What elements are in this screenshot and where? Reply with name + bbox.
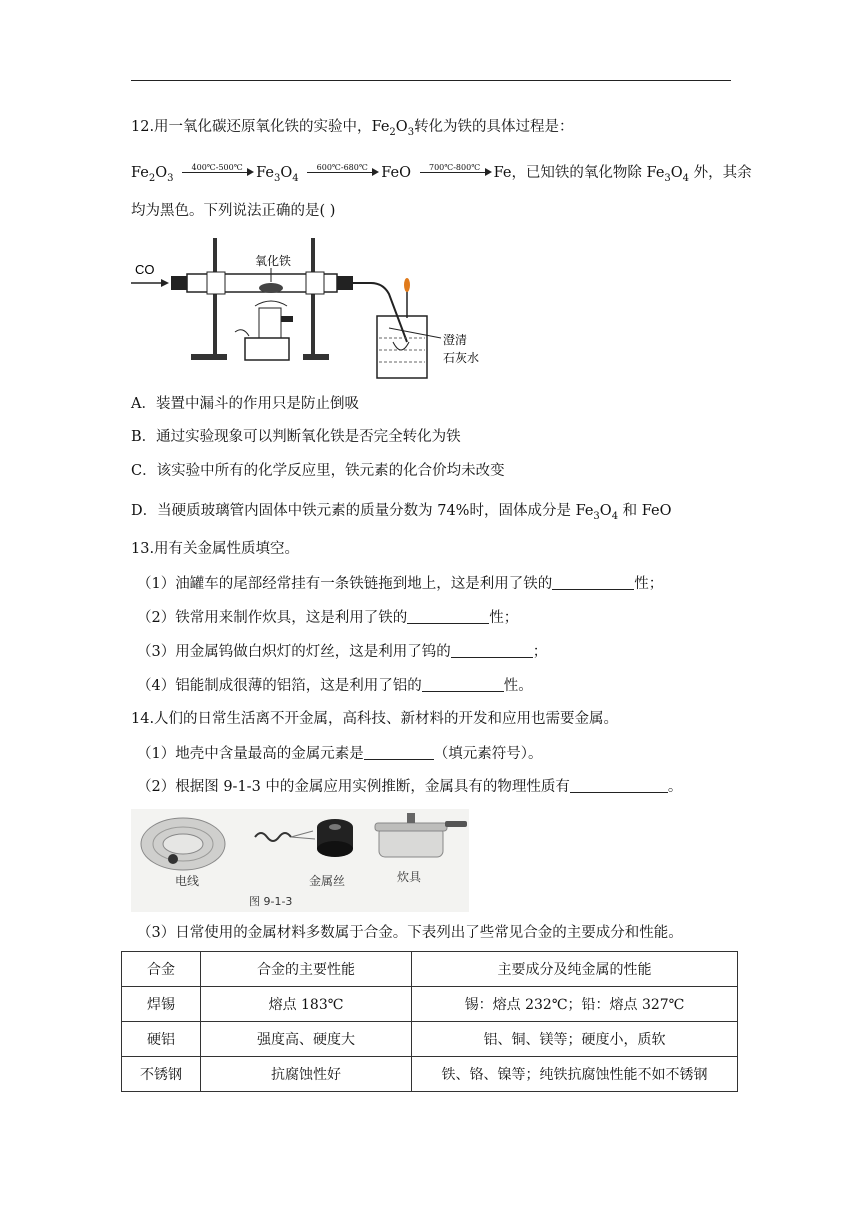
chain-o: O [155,165,168,181]
table-row [122,987,738,1022]
q14-stem: 14.人们的日常生活离不开金属，高科技、新材料的开发和应用也需要金属。 [131,711,619,727]
q13-item-1-text: （1）油罐车的尾部经常挂有一条铁链拖到地上，这是利用了铁的 [137,576,553,592]
chain-sub: 4 [292,173,299,184]
answer-blank[interactable] [364,745,434,760]
q13-item-2-text: （2）铁常用来制作炊具，这是利用了铁的 [137,610,408,626]
q14-item-1 [137,744,542,764]
q12-stem-text: 12.用一氧化碳还原氧化铁的实验中， [131,119,372,135]
table-cell: 铁、铬、镍等；纯铁抗腐蚀性能不如不锈钢 [412,1057,738,1092]
q13-item-3-text: （3）用金属钨做白炽灯的灯丝，这是利用了钨的 [137,644,451,660]
reaction-arrow-1 [180,162,254,180]
answer-blank[interactable] [451,643,533,658]
chain-sub: 2 [148,173,156,184]
q13-item-3 [137,642,547,662]
alloy-table [121,951,738,1092]
photo-drawing [131,809,469,912]
oxide-label: 氧化铁 [255,254,292,268]
q12-reaction-chain [131,162,752,189]
q12-stem-sub-2: 2 [389,127,396,138]
answer-blank[interactable] [570,778,668,793]
q14-item-1-text: （1）地壳中含量最高的金属元素是 [137,746,364,762]
condition-1: 400℃-500℃ [191,163,243,172]
chain-fe2o3: Fe [131,165,149,181]
table-cell: 铝、铜、镁等；硬度小，质软 [412,1022,738,1057]
apparatus-figure [131,238,480,383]
q12-stem-tail: 转化为铁的具体过程是： [414,119,574,135]
apparatus-diagram [131,238,480,383]
table-cell: 锡：熔点 232℃；铅：熔点 327℃ [412,987,738,1022]
q12-stem-o: O [395,119,408,135]
table-cell: 焊锡 [122,987,201,1022]
limewater-label-1: 澄清 [443,333,468,347]
q13-item-4-post: 性。 [503,678,533,694]
reaction-arrow-2 [305,162,379,180]
metal-applications-photo [131,809,469,912]
table-cell: 硬铝 [122,1022,201,1057]
q14-item-2-post: 。 [667,779,683,795]
chain-fe: Fe [493,165,512,181]
chain-tail: ，已知铁的氧化物除 Fe [511,165,665,181]
limewater-label-2: 石灰水 [443,351,480,365]
q14-item-2 [137,777,682,797]
table-row [122,1057,738,1092]
condition-2: 600℃-680℃ [316,163,368,172]
header-rule [131,80,731,81]
table-header: 主要成分及纯金属的性能 [412,952,738,987]
table-cell: 熔点 183℃ [201,987,412,1022]
table-header: 合金 [122,952,201,987]
chain-sub: 4 [682,173,690,184]
chain-feo: FeO [381,165,411,181]
reaction-arrow-3 [418,162,492,180]
q13-item-4 [137,676,533,696]
chain-tail-end: 外，其余 [689,165,752,181]
chain-o: O [280,165,293,181]
q13-item-2-post: 性； [489,610,519,626]
co-label: CO [135,262,155,277]
figure-number: 图 9-1-3 [249,895,293,908]
q14-item-1-post: （填元素符号）。 [433,746,543,762]
table-header-row [122,952,738,987]
answer-blank[interactable] [422,677,504,692]
table-cell: 抗腐蚀性好 [201,1057,412,1092]
q14-item-3: （3）日常使用的金属材料多数属于合金。下表列出了些常见合金的主要成分和性能。 [137,925,683,941]
condition-3: 700℃-800℃ [429,163,481,172]
q14-item-2-text: （2）根据图 9-1-3 中的金属应用实例推断，金属具有的物理性质有 [137,779,570,795]
q12-stem-sub-3: 3 [407,127,415,138]
caption-cookware: 炊具 [397,870,422,884]
table-row [122,1022,738,1057]
chain-fe3o4: Fe [256,165,274,181]
option-d-o: O [599,503,612,519]
caption-wire: 电线 [175,874,200,888]
q12-line3: 均为黑色。下列说法正确的是( ) [131,203,336,219]
q13-item-2 [137,608,518,628]
chain-o: O [670,165,683,181]
option-d-end: 和 FeO [618,503,672,519]
q13-item-1 [137,574,663,594]
q12-stem [131,117,574,143]
q13-stem: 13.用有关金属性质填空。 [131,541,300,557]
q13-item-4-text: （4）铝能制成很薄的铝箔，这是利用了铝的 [137,678,422,694]
q13-item-1-post: 性； [634,576,664,592]
answer-blank[interactable] [407,609,489,624]
q12-stem-formula: Fe [371,119,390,135]
table-cell: 强度高、硬度大 [201,1022,412,1057]
chain-sub: 3 [664,173,671,184]
table-header: 合金的主要性能 [201,952,412,987]
q12-option-b: B．通过实验现象可以判断氧化铁是否完全转化为铁 [131,429,461,445]
chain-sub: 3 [273,173,281,184]
table-cell: 不锈钢 [122,1057,201,1092]
q13-item-3-post: ； [532,644,548,660]
q12-option-c: C．该实验中所有的化学反应里，铁元素的化合价均未改变 [131,463,505,479]
option-d-sub: 4 [611,511,619,522]
option-d-text: D．当硬质玻璃管内固体中铁元素的质量分数为 74%时，固体成分是 Fe [131,503,594,519]
option-d-sub: 3 [593,511,600,522]
chain-sub: 3 [167,173,174,184]
q12-option-a: A．装置中漏斗的作用只是防止倒吸 [131,396,359,412]
q12-option-d [131,501,672,527]
caption-metal-wire: 金属丝 [309,874,346,888]
answer-blank[interactable] [552,575,634,590]
